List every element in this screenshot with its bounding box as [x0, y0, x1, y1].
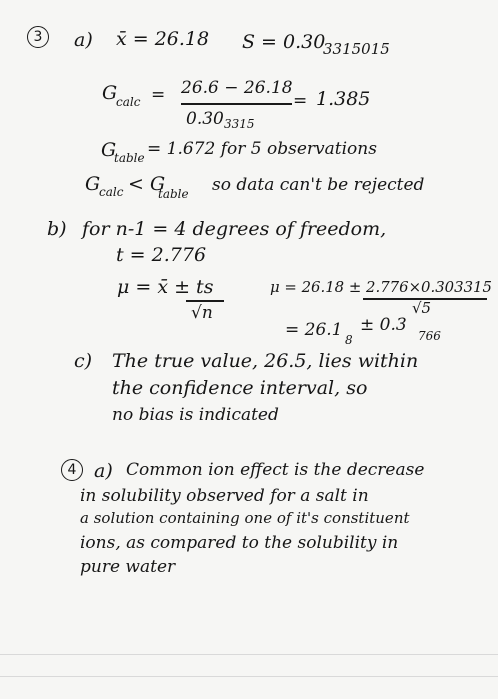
q3-mean-value: x̄ = 26.18: [116, 28, 210, 50]
q3-compare-sub2: table: [158, 187, 189, 201]
q3-gcalc-denominator-tail: 3315: [224, 117, 255, 131]
q3-gtable-subscript: table: [114, 151, 145, 165]
q3-mu-calculation: μ = 26.18 ± 2.776×0.303315: [270, 278, 492, 296]
q3-gcalc-equals: =: [151, 85, 166, 105]
scan-artifact-line: [0, 676, 498, 677]
q3-part-c-line-3: no bias is indicated: [112, 405, 279, 425]
q4-part-a-label: a): [94, 460, 113, 482]
q3-mu-formula: μ = x̄ ± ts: [117, 276, 214, 298]
q3-mu-formula-denominator: √n: [191, 303, 213, 323]
q3-gtable-text: = 1.672 for 5 observations: [147, 139, 377, 159]
q3-gcalc-numerator: 26.6 − 26.18: [181, 78, 293, 98]
q3-result-prefix: = 26.1: [285, 320, 343, 340]
q3-result-subscript-2: 766: [418, 329, 441, 343]
q3-compare-conclusion: so data can't be rejected: [212, 175, 425, 195]
q3-gcalc-label: G: [102, 82, 118, 104]
q3-gcalc-subscript: calc: [116, 95, 141, 109]
scan-artifact-line: [0, 654, 498, 655]
q4-line-2: in solubility observed for a salt in: [80, 486, 369, 506]
q3-part-b-label: b): [47, 218, 67, 240]
q3-std-dev-value: S = 0.30: [242, 31, 326, 53]
q3-degrees-of-freedom: for n-1 = 4 degrees of freedom,: [82, 218, 387, 240]
q3-mu-formula-bar: [186, 300, 224, 302]
q3-gcalc-value: 1.385: [316, 88, 371, 110]
q4-line-3: a solution containing one of it's constituent: [80, 509, 410, 527]
q3-compare-sub1: calc: [99, 185, 124, 199]
q4-line-5: pure water: [80, 557, 176, 577]
q3-result-subscript: 8: [345, 333, 353, 347]
q3-result-plus-minus: ± 0.3: [360, 315, 407, 335]
q4-line-1: Common ion effect is the decrease: [126, 460, 425, 480]
q3-gcalc-denominator: 0.30: [186, 109, 224, 129]
q3-mu-calculation-denominator: √5: [412, 299, 432, 317]
q3-gtable-label: G: [101, 139, 117, 161]
q3-compare-less-than: < G: [128, 173, 166, 195]
q3-t-value: t = 2.776: [116, 244, 207, 266]
question-3-number-circle: 3: [27, 26, 49, 48]
q3-compare-g1: G: [85, 173, 101, 195]
q3-part-c-line-2: the confidence interval, so: [112, 377, 368, 399]
q3-std-dev-tail: 3315015: [323, 40, 390, 58]
q3-part-c-label: c): [74, 350, 93, 372]
q4-line-4: ions, as compared to the solubility in: [80, 533, 399, 553]
q3-part-a-label: a): [74, 29, 93, 51]
q3-gcalc-equals-2: =: [293, 91, 308, 111]
q3-gcalc-fraction-bar: [181, 103, 292, 105]
question-4-number-circle: 4: [61, 459, 83, 481]
q3-part-c-line-1: The true value, 26.5, lies within: [112, 350, 419, 372]
